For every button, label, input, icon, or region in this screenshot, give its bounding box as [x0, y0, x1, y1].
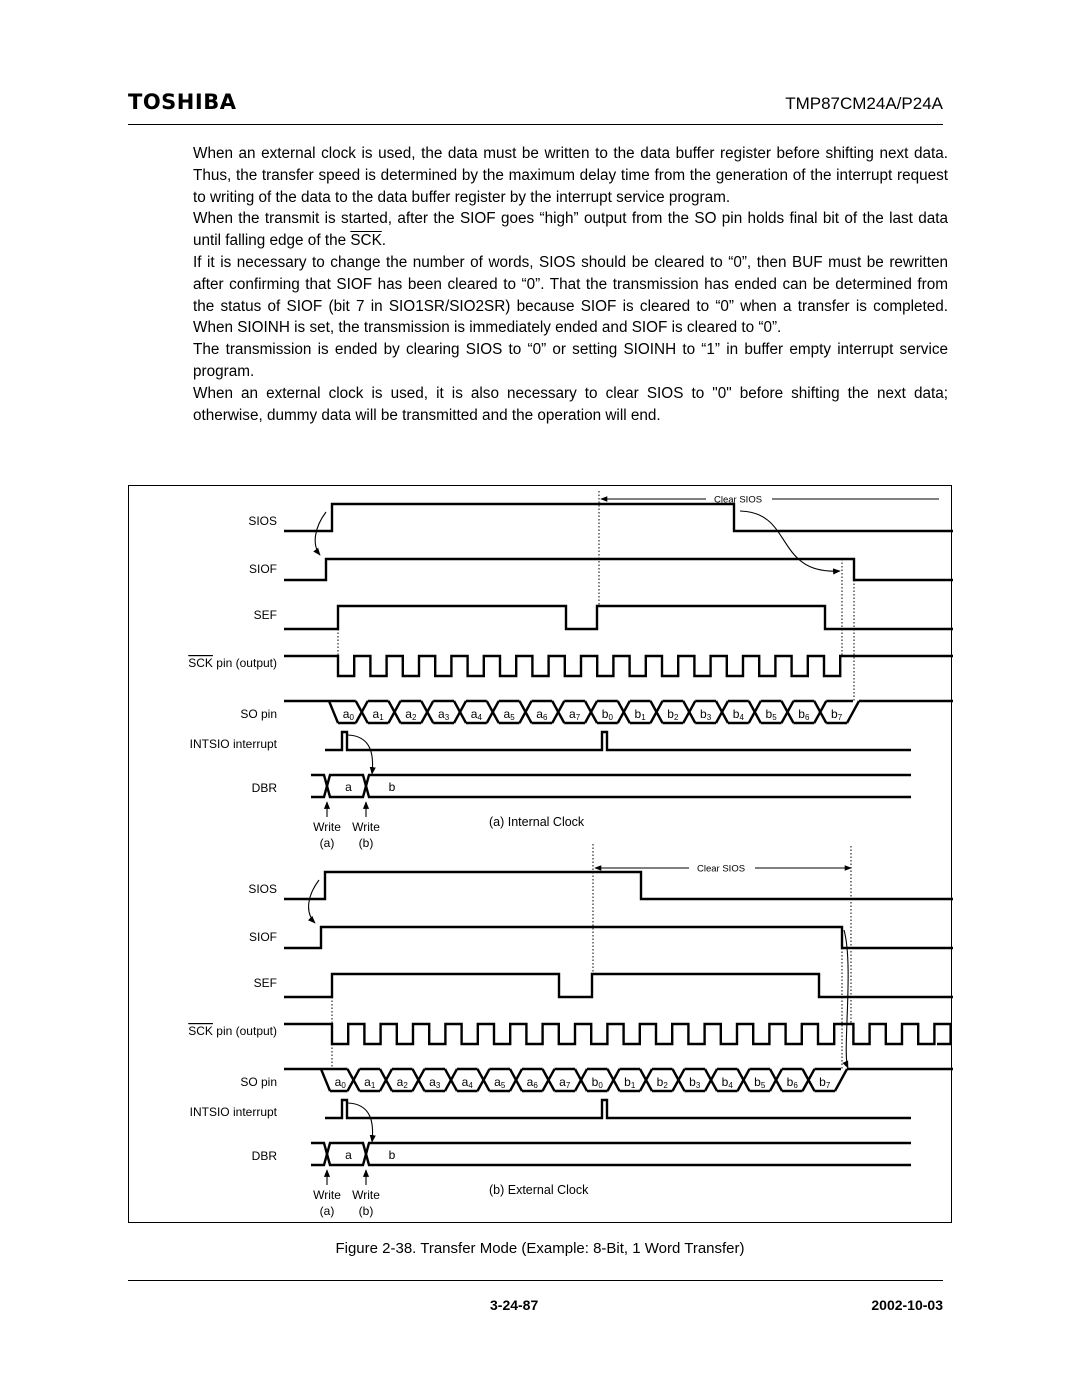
so-bit-a1: a1 [364, 1075, 376, 1090]
so-bit-a6: a6 [536, 707, 548, 722]
diagram-title-a: (a) Internal Clock [489, 815, 585, 829]
write-label: Write [313, 820, 341, 834]
write-sub-label: (b) [358, 1204, 374, 1218]
interrupt-to-dbr-arrow [348, 1103, 373, 1142]
so-bit-a4: a4 [461, 1075, 473, 1090]
waveform [284, 974, 953, 997]
write-sub-label: (b) [358, 836, 374, 850]
waveform [284, 1024, 951, 1044]
sios-to-siof-arrow [315, 512, 326, 555]
waveform [284, 559, 953, 580]
so-bit-a2: a2 [405, 707, 417, 722]
timing-diagram-a [188, 491, 953, 850]
paragraph-2: When the transmit is started, after the SIOF goes “high” output from the SO pin holds final bit of the last data until falling edge of the $\overline{SCK}$. [193, 210, 948, 250]
so-bit-b7: b7 [819, 1075, 831, 1090]
so-bit-b7: b7 [831, 707, 843, 722]
so-bit-b3: b3 [689, 1075, 701, 1090]
paragraph-5: When an external clock is used, it is also necessary to clear SIOS to "0" before shifting the next data; otherwise, dummy data will be transmitted and the operation will end. [193, 384, 948, 424]
timing-diagram-figure [128, 485, 952, 1223]
header-divider [128, 124, 943, 125]
waveform [835, 1069, 847, 1091]
diagram-title-b: (b) External Clock [489, 1183, 589, 1197]
so-bit-b5: b5 [765, 707, 777, 722]
so-bit-a4: a4 [470, 707, 482, 722]
write-label: Write [352, 1188, 380, 1202]
waveform [311, 775, 911, 797]
waveform [325, 1100, 911, 1118]
so-bit-b4: b4 [721, 1075, 733, 1090]
waveform [325, 732, 911, 750]
so-bit-b2: b2 [656, 1075, 668, 1090]
paragraph-1: When an external clock is used, the data must be written to the data buffer register before shifting next data. Thus, the transfer speed is determined by the maximum delay time from the generation of the interrupt request to writing of the data to the data buffer register by the interrupt service program. [193, 145, 948, 206]
waveform [329, 701, 338, 723]
so-bit-b2: b2 [667, 707, 679, 722]
dbr-value-b: b [388, 780, 396, 794]
waveform [284, 656, 953, 676]
so-bit-b5: b5 [754, 1075, 766, 1090]
so-bit-b0: b0 [601, 707, 613, 722]
part-number: TMP87CM24A/P24A [785, 94, 943, 113]
write-sub-label: (a) [319, 1204, 335, 1218]
timing-diagram-svg [129, 486, 953, 1224]
so-bit-a5: a5 [494, 1075, 506, 1090]
brand-logo: TOSHIBA [128, 90, 237, 114]
so-bit-a7: a7 [569, 707, 581, 722]
so-bit-b3: b3 [700, 707, 712, 722]
waveform [284, 504, 953, 531]
write-label: Write [313, 1188, 341, 1202]
signal-label-intsio: INTSIO interrupt [189, 737, 277, 751]
sios-to-siof-arrow [309, 880, 319, 923]
sck-overline: $\overline{SCK}$ [350, 232, 382, 250]
signal-label-sck: SCK pin (output) [188, 1024, 277, 1038]
so-bit-b1: b1 [624, 1075, 636, 1090]
waveform [284, 606, 953, 629]
body-text [193, 143, 948, 426]
sios-to-siof-end-arrow [740, 511, 840, 571]
interrupt-to-dbr-arrow [348, 735, 373, 774]
dbr-value-a: a [345, 780, 352, 794]
so-bit-a0: a0 [334, 1075, 346, 1090]
signal-label-sios: SIOS [248, 882, 277, 896]
so-bit-a5: a5 [503, 707, 515, 722]
so-bit-a0: a0 [342, 707, 354, 722]
so-bit-b0: b0 [591, 1075, 603, 1090]
waveform [847, 701, 859, 723]
waveform [311, 1143, 911, 1165]
signal-label-sck: SCK pin (output) [188, 656, 277, 670]
page-number: 3-24-87 [490, 1297, 539, 1313]
so-bit-a1: a1 [372, 707, 384, 722]
timing-diagram-b [188, 844, 953, 1218]
waveform [311, 1143, 911, 1165]
siof-to-so-arrow [844, 930, 848, 1068]
write-sub-label: (a) [319, 836, 335, 850]
paragraph-4: The transmission is ended by clearing SIOS to “0” or setting SIOINH to “1” in buffer empty interrupt service program. [193, 341, 948, 380]
footer-divider [128, 1280, 943, 1281]
signal-label-so-pin: SO pin [240, 1075, 277, 1089]
waveform [311, 775, 911, 797]
paragraph-3: If it is necessary to change the number of words, SIOS should be cleared to “0”, then BUF must be rewritten after confirming that SIOF has been cleared to “0”. That the transmission has ended can be determined from the status of SIOF (bit 7 in SIO1SR/SIO2SR) because SIOF is cleared to “0” when a transfer is completed. When SIOINH is set, the transmission is immediately ended and SIOF is cleared to “0”. [193, 253, 948, 337]
signal-label-dbr: DBR [251, 1149, 277, 1163]
clear-sios-label: Clear SIOS [714, 494, 763, 506]
waveform [321, 1069, 330, 1091]
dbr-value-b: b [388, 1148, 396, 1162]
figure-caption: Figure 2-38. Transfer Mode (Example: 8-Bit, 1 Word Transfer) [335, 1240, 745, 1257]
signal-label-siof: SIOF [248, 930, 277, 944]
so-bit-a3: a3 [438, 707, 450, 722]
dbr-value-a: a [345, 1148, 352, 1162]
write-label: Write [352, 820, 380, 834]
signal-label-sef: SEF [253, 976, 277, 990]
signal-label-sef: SEF [253, 608, 277, 622]
so-bit-a2: a2 [396, 1075, 408, 1090]
signal-label-siof: SIOF [248, 562, 277, 576]
footer-date: 2002-10-03 [871, 1297, 943, 1313]
so-bit-b6: b6 [798, 707, 810, 722]
so-bit-a7: a7 [559, 1075, 571, 1090]
signal-label-dbr: DBR [251, 781, 277, 795]
waveform [284, 927, 953, 948]
so-bit-a3: a3 [429, 1075, 441, 1090]
so-bit-a6: a6 [526, 1075, 538, 1090]
so-bit-b4: b4 [732, 707, 744, 722]
signal-label-intsio: INTSIO interrupt [189, 1105, 277, 1119]
signal-label-sios: SIOS [248, 514, 277, 528]
signal-label-so-pin: SO pin [240, 707, 277, 721]
so-bit-b6: b6 [786, 1075, 798, 1090]
so-bit-b1: b1 [634, 707, 646, 722]
waveform [284, 872, 953, 899]
clear-sios-label: Clear SIOS [697, 863, 746, 875]
